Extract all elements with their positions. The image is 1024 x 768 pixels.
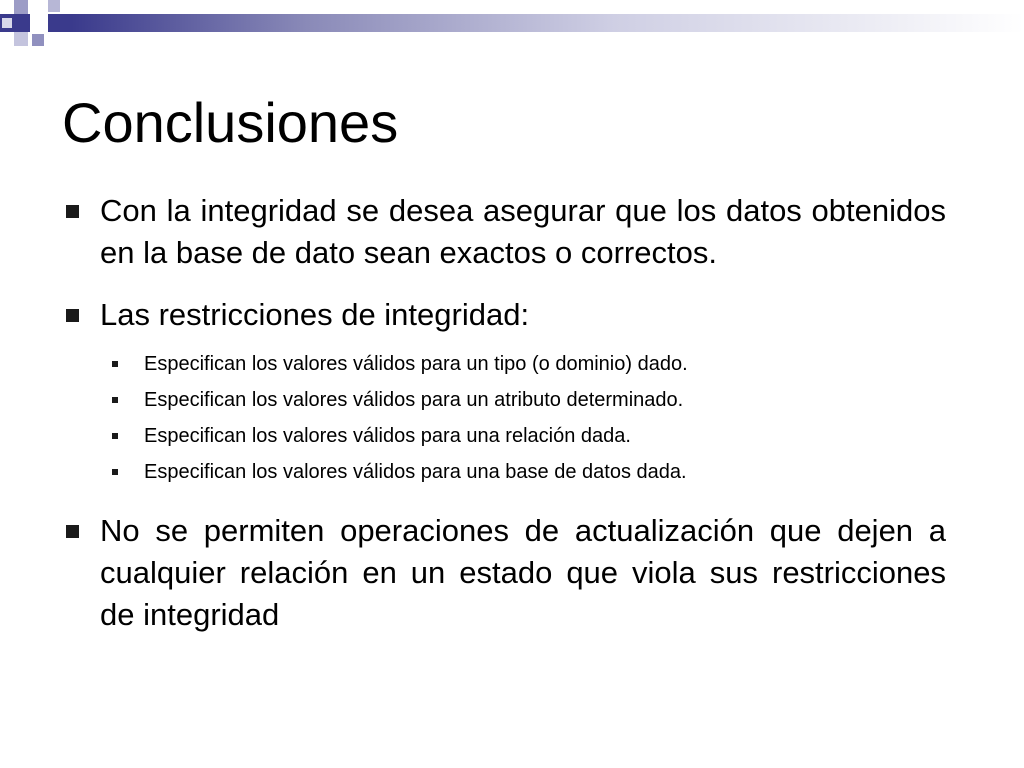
decor-square — [48, 0, 60, 12]
small-square-bullet-icon — [112, 433, 118, 439]
decor-square — [14, 32, 28, 46]
sub-bullet-text: Especifican los valores válidos para un atributo determinado. — [144, 389, 684, 411]
small-square-bullet-icon — [112, 469, 118, 475]
decor-square — [32, 34, 44, 46]
sub-bullet-item — [62, 418, 946, 454]
sub-bullet-item — [62, 346, 946, 382]
decor-square — [30, 14, 48, 32]
square-bullet-icon — [66, 525, 79, 538]
decor-square — [14, 0, 28, 14]
slide-title: Conclusiones — [62, 91, 399, 154]
bullet-text: Las restricciones de integridad: — [100, 297, 530, 332]
bullet-item — [62, 190, 946, 274]
sub-bullet-list — [62, 346, 946, 490]
square-bullet-icon — [66, 205, 79, 218]
sub-bullet-item — [62, 454, 946, 490]
sub-bullet-text: Especifican los valores válidos para un tipo (o dominio) dado. — [144, 353, 688, 375]
sub-bullet-item — [62, 382, 946, 418]
small-square-bullet-icon — [112, 397, 118, 403]
bullet-text: Con la integridad se desea asegurar que los datos obtenidos en la base de dato sean exactos o correctos. — [100, 193, 946, 270]
bullet-text: No se permiten operaciones de actualización que dejen a cualquier relación en un estado que viola sus restricciones de integridad — [100, 513, 946, 632]
bullet-list — [62, 190, 946, 636]
bullet-item — [62, 294, 946, 336]
sub-bullet-text: Especifican los valores válidos para una base de datos dada. — [144, 461, 687, 483]
header-gradient-bar — [0, 14, 1024, 32]
bullet-item — [62, 510, 946, 636]
square-bullet-icon — [66, 309, 79, 322]
sub-bullet-text: Especifican los valores válidos para una relación dada. — [144, 425, 631, 447]
small-square-bullet-icon — [112, 361, 118, 367]
decor-square — [2, 18, 12, 28]
